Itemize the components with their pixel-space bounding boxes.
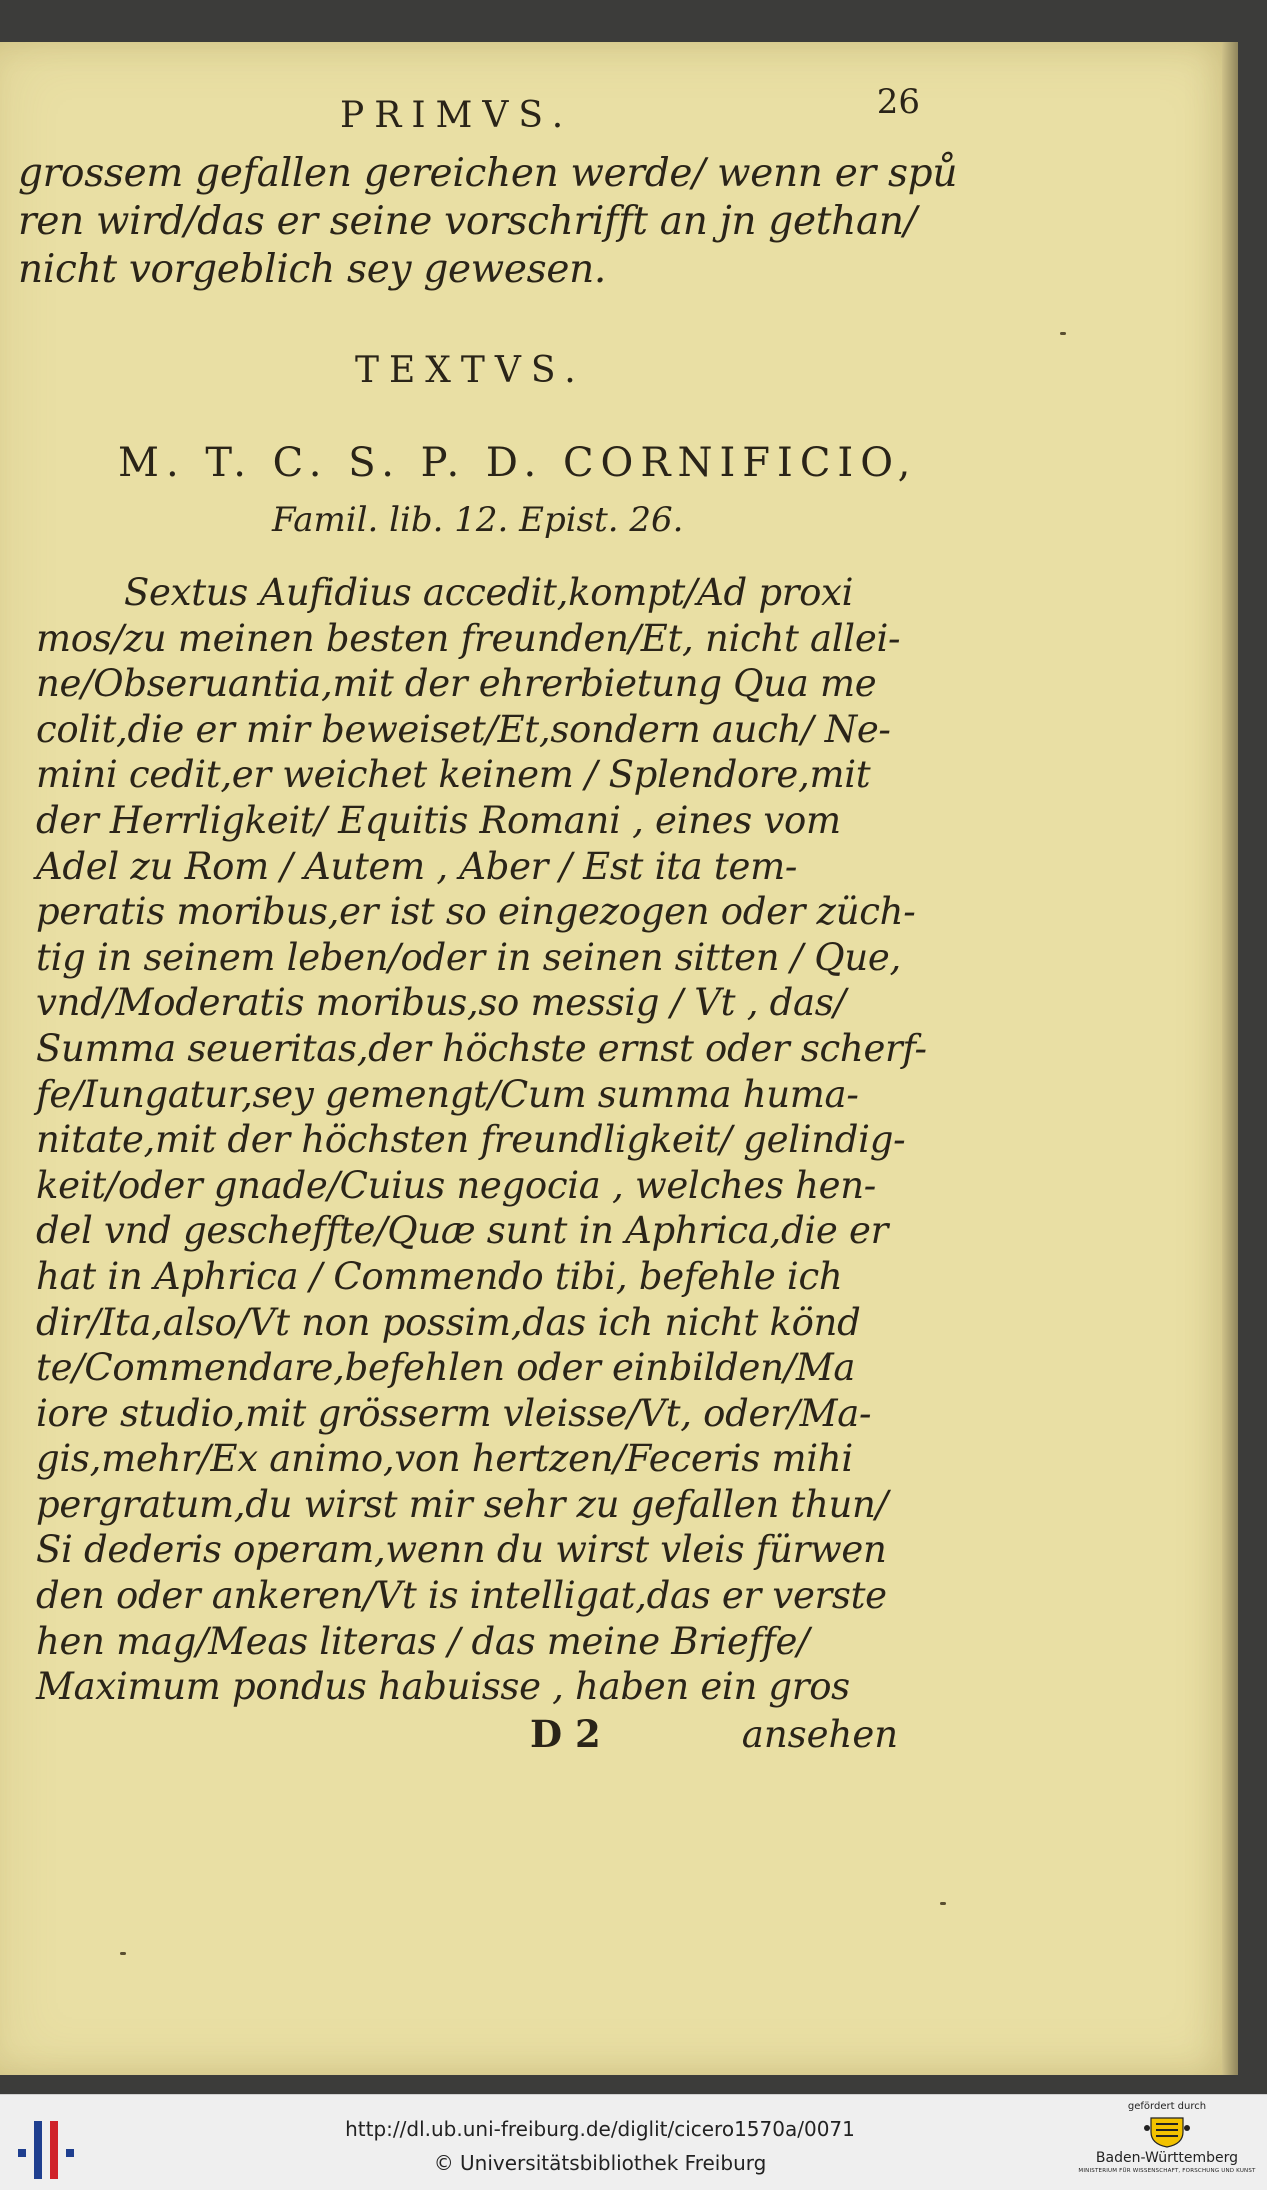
body-line: ne/Obseruantia,mit der ehrerbietung Qua me: [36, 662, 877, 706]
page-edge: [1222, 42, 1238, 2075]
section-title: TEXTVS.: [355, 350, 586, 391]
body-line: tig in seinem leben/oder in seinen sitten / Que,: [36, 935, 901, 979]
body-text: [36, 570, 956, 1710]
body-line: den oder ankeren/Vt is intelligat,das er verste: [36, 1574, 887, 1618]
body-line: nitate,mit der höchsten freundligkeit/ gelindig-: [36, 1118, 906, 1162]
body-line: der Herrligkeit/ Equitis Romani , eines vom: [36, 798, 841, 842]
body-line: fe/Iungatur,sey gemengt/Cum summa huma-: [36, 1072, 859, 1116]
body-line: Si dederis operam,wenn du wirst vleis fürwen: [36, 1528, 887, 1572]
body-line: vnd/Moderatis moribus,so messig / Vt , das/: [36, 981, 846, 1025]
sponsor-label: gefördert durch: [1127, 2101, 1207, 2112]
signature-mark: D 2: [530, 1712, 601, 1756]
body-line: pergratum,du wirst mir sehr zu gefallen thun/: [36, 1482, 888, 1526]
body-line: Summa seueritas,der höchste ernst oder scherf-: [36, 1026, 927, 1070]
sponsor-ministry: MINISTERIUM FÜR WISSENSCHAFT, FORSCHUNG UND KUNST: [1078, 2168, 1256, 2174]
paper-speck: [1060, 332, 1066, 335]
body-line: dir/Ita,also/Vt non possim,das ich nicht könd: [36, 1300, 861, 1344]
body-line: colit,die er mir beweiset/Et,sondern auch/ Ne-: [36, 707, 891, 751]
body-line: del vnd gescheffte/Quæ sunt in Aphrica,die er: [36, 1209, 888, 1253]
baden-wuerttemberg-crest-icon: [1143, 2114, 1191, 2148]
folio-number: 26: [876, 82, 920, 122]
body-line: keit/oder gnade/Cuius negocia , welches hen-: [36, 1163, 877, 1207]
body-line: Maximum pondus habuisse , haben ein gros: [36, 1665, 850, 1709]
intro-line: nicht vorgeblich sey gewesen.: [18, 247, 607, 292]
body-line: peratis moribus,er ist so eingezogen oder züch-: [36, 890, 916, 934]
body-line: mos/zu meinen besten freunden/Et, nicht allei-: [36, 616, 901, 660]
paper-speck: [940, 1902, 946, 1905]
paper-speck: [120, 1952, 126, 1955]
body-line: te/Commendare,befehlen oder einbilden/Ma: [36, 1346, 856, 1390]
sponsor-block: [1072, 2099, 1262, 2189]
copyright-notice: © Universitätsbibliothek Freiburg: [433, 2151, 767, 2175]
body-line: iore studio,mit grösserm vleisse/Vt, oder/Ma-: [36, 1391, 872, 1435]
body-line: gis,mehr/Ex animo,von hertzen/Feceris mihi: [36, 1437, 853, 1481]
intro-line: ren wird/das er seine vorschrifft an jn gethan/: [18, 199, 917, 244]
page-footer-line: [530, 1712, 970, 1756]
letter-reference: Famil. lib. 12. Epist. 26.: [272, 500, 684, 540]
body-line: mini cedit,er weichet keinem / Splendore,mit: [36, 753, 871, 797]
body-line: Sextus Aufidius accedit,kompt/Ad proxi: [124, 571, 854, 614]
body-line: Adel zu Rom / Autem , Aber / Est ita tem-: [36, 844, 798, 888]
sponsor-name: Baden-Württemberg: [1095, 2150, 1239, 2166]
body-line: hen mag/Meas literas / das meine Brieffe/: [36, 1619, 810, 1663]
intro-paragraph: [18, 150, 958, 294]
running-head: PRIMVS.: [340, 95, 574, 136]
viewer-footer: [0, 2094, 1267, 2190]
catchword: ansehen: [741, 1713, 899, 1756]
intro-line: grossem gefallen gereichen werde/ wenn er spů: [18, 151, 958, 196]
ub-freiburg-logo-icon[interactable]: [14, 2121, 84, 2179]
permalink-url[interactable]: http://dl.ub.uni-freiburg.de/diglit/cicero1570a/0071: [345, 2117, 855, 2141]
body-line: hat in Aphrica / Commendo tibi, befehle ich: [36, 1254, 843, 1298]
letter-heading: M. T. C. S. P. D. CORNIFICIO,: [118, 440, 918, 486]
